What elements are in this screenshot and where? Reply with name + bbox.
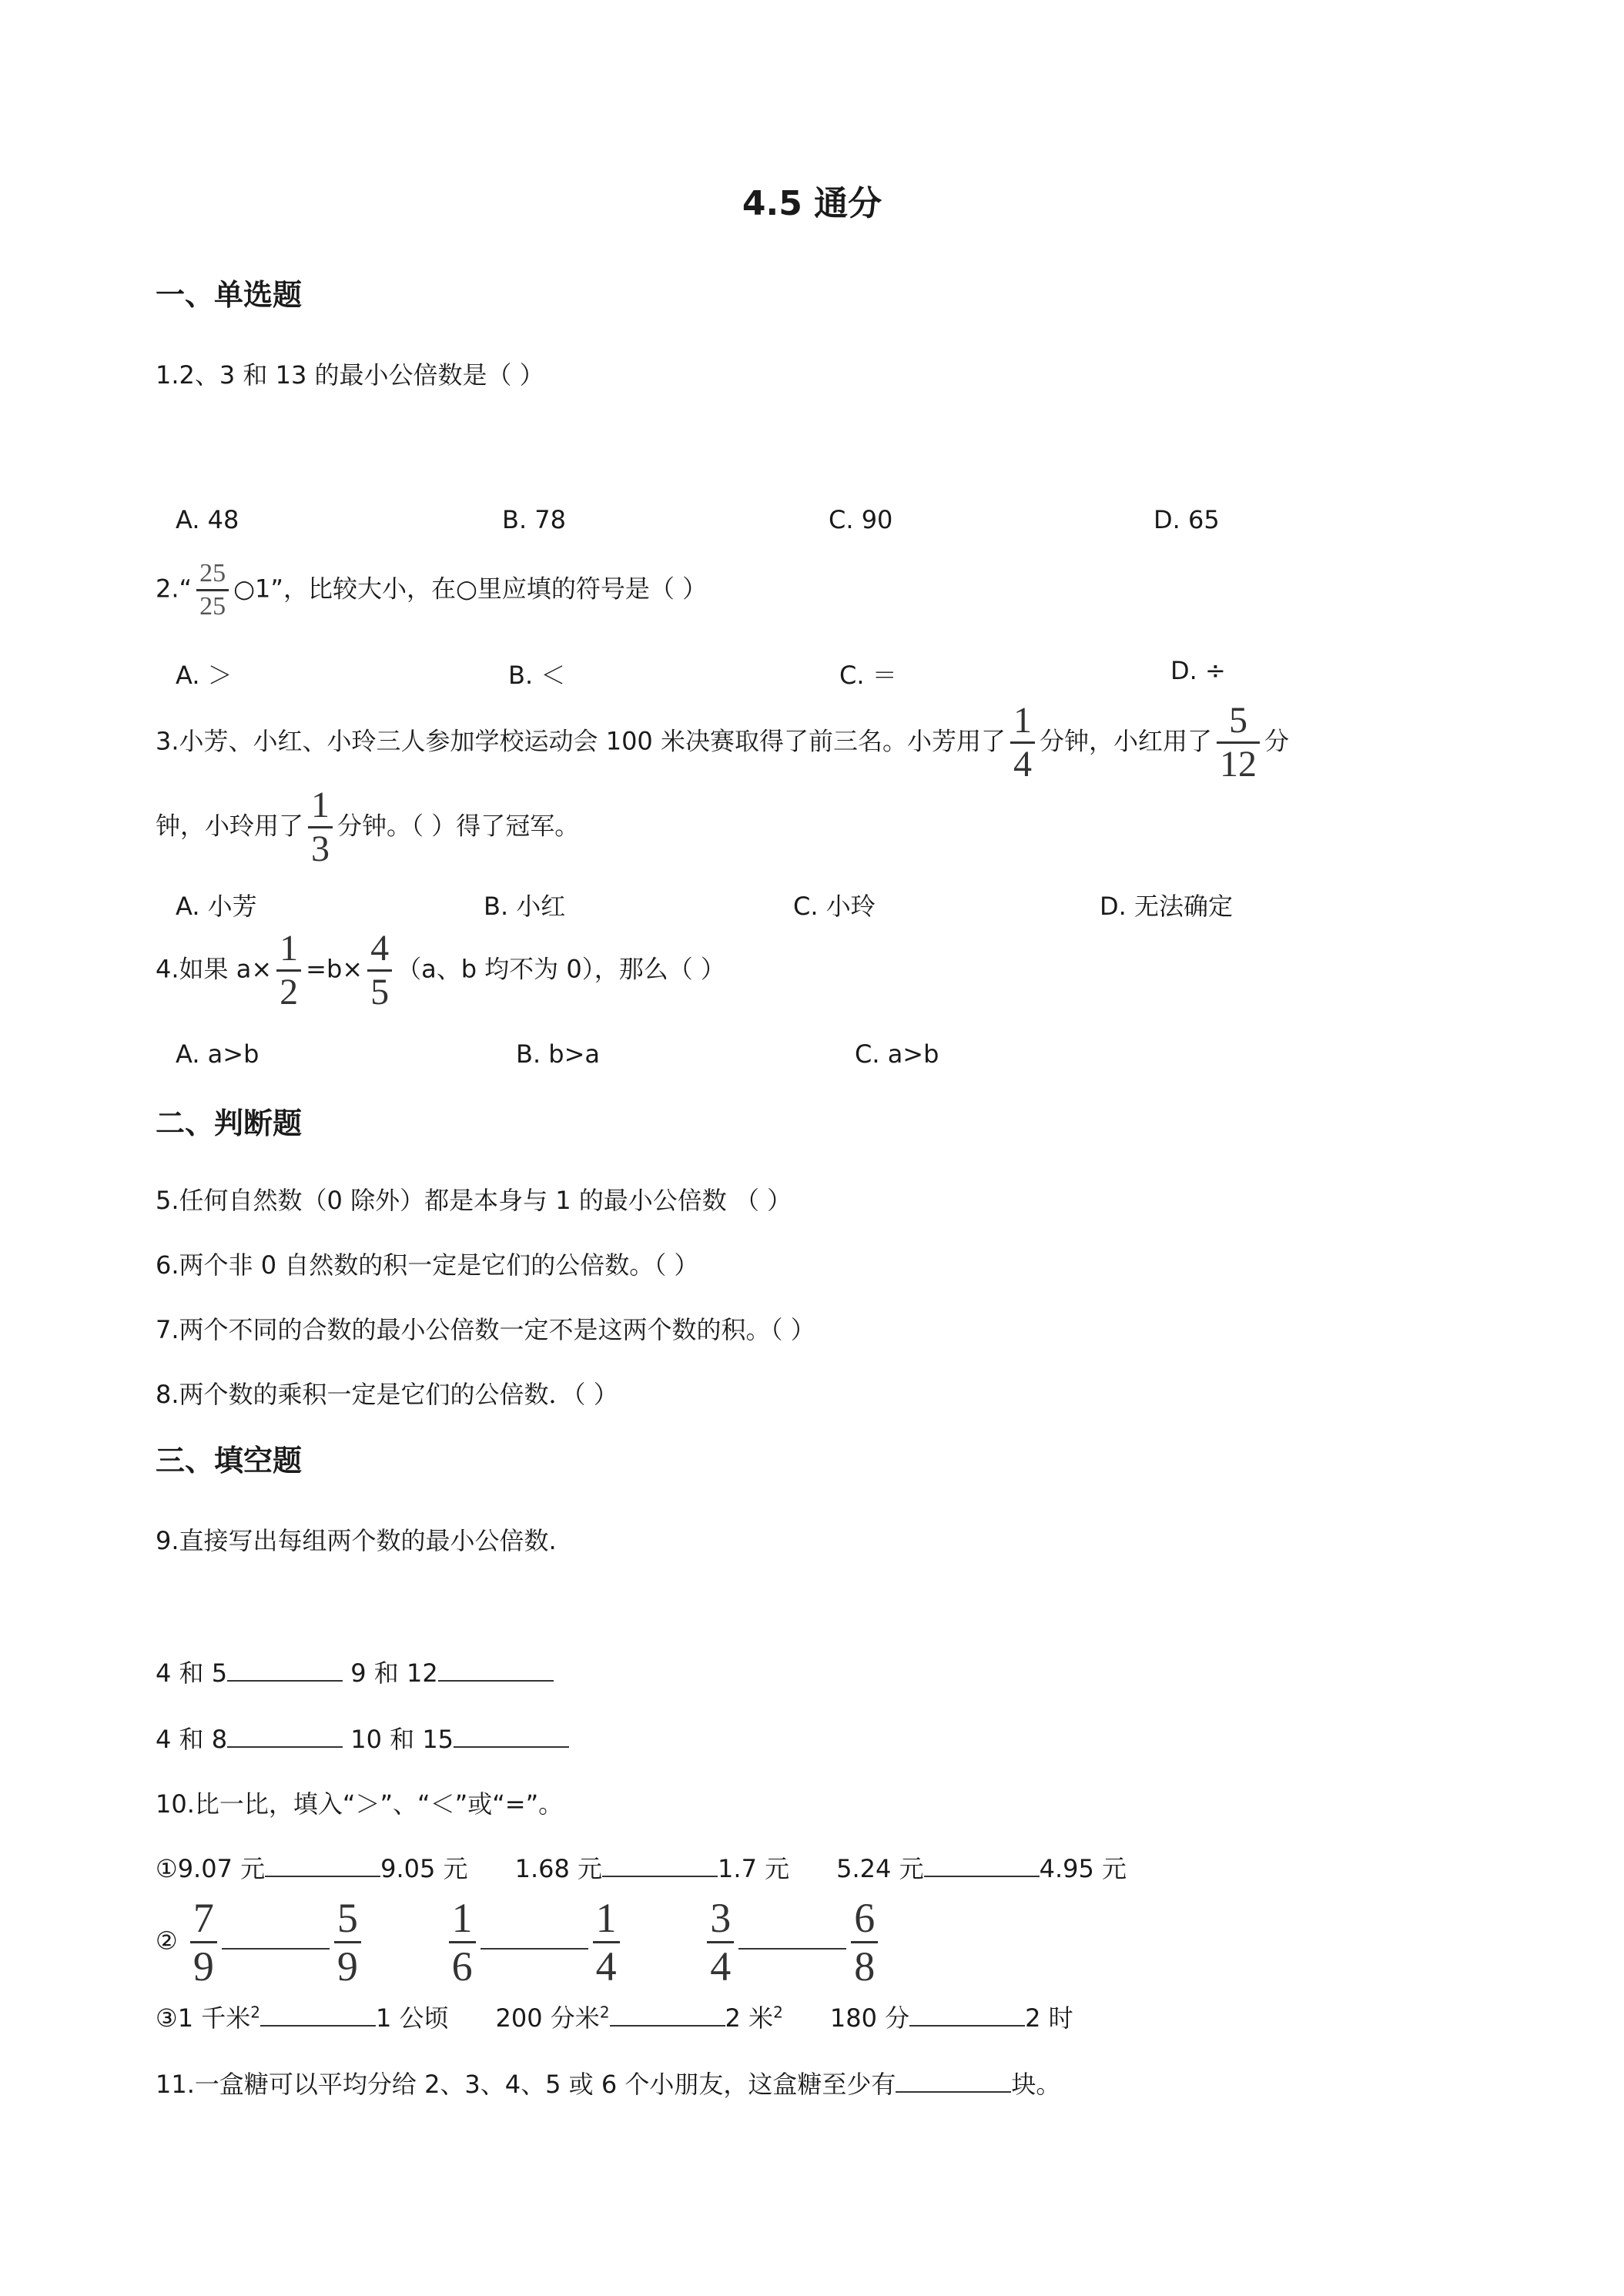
q2-fraction <box>196 561 229 620</box>
q3-line1-a: 3.小芳、小红、小玲三人参加学校运动会 100 米决赛取得了前三名。小芳用了 <box>156 726 1006 756</box>
q4-option-c: C. a>b <box>855 1039 939 1069</box>
q10-r1-c: 1.68 元 <box>514 1854 603 1883</box>
q2-prefix: 2.“ <box>156 574 193 604</box>
q3-frac3-num: 1 <box>311 785 330 825</box>
q3-line2-a: 钟，小玲用了 <box>156 811 304 841</box>
q3-frac3-den: 3 <box>311 828 330 869</box>
q2-frac-den: 25 <box>199 592 226 621</box>
q10-r3-f: 2 时 <box>1025 2003 1073 2033</box>
q10-r2-f5-num: 3 <box>710 1895 732 1941</box>
q2-frac-num: 25 <box>199 559 226 587</box>
q10-r2-frac-6 <box>851 1895 878 1990</box>
q10-r1-mark: ① <box>156 1854 178 1883</box>
q3-line1-c: 分 <box>1264 726 1289 756</box>
q10-r3-blank-2[interactable] <box>610 2002 725 2027</box>
section-heading-single-choice: 一、单选题 <box>156 278 303 312</box>
q3-line2-b: 分钟。（ ）得了冠军。 <box>337 811 580 841</box>
q10-r2-f6-den: 8 <box>854 1943 876 1990</box>
q4-frac1-den: 2 <box>280 972 299 1012</box>
q10-r2-mark: ② <box>156 1926 178 1956</box>
q11-blank[interactable] <box>896 2068 1011 2093</box>
q10-r2-blank-1[interactable] <box>222 1925 330 1950</box>
q10-r2-frac-1 <box>190 1895 217 1990</box>
question-3-line-1 <box>156 702 1289 783</box>
q9-r2-item-2: 10 和 15 <box>350 1725 454 1754</box>
q10-r2-frac-2 <box>334 1895 361 1990</box>
q10-r2-f2-den: 9 <box>337 1943 358 1990</box>
q1-option-a: A. 48 <box>176 505 239 534</box>
q10-r2-f1-den: 9 <box>193 1943 214 1990</box>
q2-option-b: B. ＜ <box>508 661 566 690</box>
q4-fraction-2 <box>367 930 392 1011</box>
q10-r3-c: 200 分米 <box>495 2003 600 2033</box>
q10-r2-f5-den: 4 <box>710 1943 732 1990</box>
q3-option-b: B. 小红 <box>484 892 566 921</box>
q9-row-1 <box>156 1654 554 1689</box>
q10-r1-f: 4.95 元 <box>1039 1854 1127 1883</box>
q2-option-a: A. ＞ <box>176 661 233 690</box>
question-1-stem: 1.2、3 和 13 的最小公倍数是（ ） <box>156 360 544 390</box>
q4-suffix: （a、b 均不为 0），那么（ ） <box>397 954 725 984</box>
q10-r1-d: 1.7 元 <box>718 1854 790 1883</box>
question-8: 8.两个数的乘积一定是它们的公倍数．（ ） <box>156 1380 618 1409</box>
q11-suffix: 块。 <box>1011 2070 1061 2099</box>
q3-frac1-num: 1 <box>1013 700 1032 741</box>
q10-row-2 <box>156 1895 882 1990</box>
question-11 <box>156 2065 1060 2100</box>
question-6: 6.两个非 0 自然数的积一定是它们的公倍数。（ ） <box>156 1250 699 1280</box>
q4-prefix: 4.如果 a× <box>156 954 273 984</box>
q10-r2-blank-2[interactable] <box>481 1925 588 1950</box>
q10-r2-frac-5 <box>707 1895 734 1990</box>
q9-r1-item-2: 9 和 12 <box>350 1658 438 1688</box>
q2-suffix: ○1”，比较大小，在○里应填的符号是（ ） <box>233 574 708 604</box>
question-2-stem <box>156 561 707 620</box>
q10-r2-f6-num: 6 <box>854 1895 876 1941</box>
q10-r3-blank-1[interactable] <box>260 2002 376 2027</box>
q10-row-3 <box>156 1999 1073 2034</box>
q1-option-d: D. 65 <box>1154 505 1220 534</box>
q10-r2-f4-den: 4 <box>595 1943 617 1990</box>
q10-r3-sup-3: 2 <box>773 2003 783 2022</box>
q3-option-c: C. 小玲 <box>793 892 876 921</box>
q10-r1-a: 9.07 元 <box>177 1854 266 1883</box>
question-4-stem <box>156 930 725 1011</box>
q3-fraction-1 <box>1010 702 1035 783</box>
page-title: 4.5 通分 <box>742 184 882 223</box>
q9-r1-blank-2[interactable] <box>438 1657 554 1682</box>
q4-option-a: A. a>b <box>176 1039 260 1069</box>
question-3-line-2 <box>156 787 579 868</box>
q10-r3-e: 180 分 <box>829 2003 910 2033</box>
q10-r3-mark: ③ <box>156 2003 178 2033</box>
q9-r2-blank-2[interactable] <box>454 1723 569 1748</box>
q4-option-b: B. b>a <box>516 1039 601 1069</box>
q3-option-a: A. 小芳 <box>176 892 257 921</box>
q10-r3-sup-1: 2 <box>250 2003 260 2022</box>
q4-frac2-den: 5 <box>370 972 390 1012</box>
q2-option-c: C. ＝ <box>839 661 897 690</box>
q10-row-1 <box>156 1849 1127 1885</box>
question-10-stem: 10.比一比，填入“＞”、“＜”或“=”。 <box>156 1789 564 1819</box>
q10-r2-blank-3[interactable] <box>738 1925 846 1950</box>
section-heading-fill-blank: 三、填空题 <box>156 1444 303 1478</box>
q3-option-d: D. 无法确定 <box>1100 892 1233 921</box>
q4-mid: =b× <box>306 954 363 984</box>
q3-frac2-den: 12 <box>1219 744 1257 785</box>
q4-frac1-num: 1 <box>280 928 299 969</box>
q10-r3-d: 2 米 <box>725 2003 774 2033</box>
q10-r2-frac-4 <box>593 1895 620 1990</box>
q10-r2-f1-num: 7 <box>193 1895 214 1941</box>
q10-r1-e: 5.24 元 <box>836 1854 924 1883</box>
question-7: 7.两个不同的合数的最小公倍数一定不是这两个数的积。（ ） <box>156 1315 815 1344</box>
q9-r1-blank-1[interactable] <box>227 1657 343 1682</box>
q3-frac2-num: 5 <box>1228 700 1247 741</box>
q11-stem: 11.一盒糖可以平均分给 2、3、4、5 或 6 个小朋友，这盒糖至少有 <box>156 2070 896 2099</box>
q2-option-d: D. ÷ <box>1170 656 1226 685</box>
q1-option-c: C. 90 <box>829 505 893 534</box>
q3-frac1-den: 4 <box>1013 744 1032 785</box>
q3-line1-b: 分钟，小红用了 <box>1039 726 1212 756</box>
q1-option-b: B. 78 <box>502 505 567 534</box>
q10-r3-sup-2: 2 <box>599 2003 610 2022</box>
q10-r1-blank-3[interactable] <box>924 1853 1040 1877</box>
q10-r2-f4-num: 1 <box>595 1895 617 1941</box>
q9-r2-item-1: 4 和 8 <box>156 1725 228 1754</box>
q10-r1-blank-2[interactable] <box>602 1853 718 1877</box>
q3-fraction-3 <box>308 787 333 868</box>
q9-r2-blank-1[interactable] <box>227 1723 343 1748</box>
q10-r1-b: 9.05 元 <box>380 1854 468 1883</box>
q10-r2-f2-num: 5 <box>337 1895 358 1941</box>
q10-r1-blank-1[interactable] <box>265 1853 380 1877</box>
q10-r2-f3-num: 1 <box>451 1895 473 1941</box>
q9-row-2 <box>156 1720 569 1755</box>
q3-fraction-2 <box>1217 702 1260 783</box>
q10-r2-f3-den: 6 <box>451 1943 473 1990</box>
question-9-stem: 9.直接写出每组两个数的最小公倍数. <box>156 1526 557 1555</box>
section-heading-true-false: 二、判断题 <box>156 1106 303 1140</box>
question-5: 5.任何自然数（0 除外）都是本身与 1 的最小公倍数 （ ） <box>156 1186 792 1215</box>
q10-r3-a: 1 千米 <box>177 2003 251 2033</box>
q10-r3-blank-3[interactable] <box>909 2002 1025 2027</box>
q4-fraction-1 <box>276 930 301 1011</box>
q9-r1-item-1: 4 和 5 <box>156 1658 228 1688</box>
q10-r2-frac-3 <box>449 1895 476 1990</box>
q10-r3-b: 1 公顷 <box>375 2003 449 2033</box>
q4-frac2-num: 4 <box>370 928 390 969</box>
